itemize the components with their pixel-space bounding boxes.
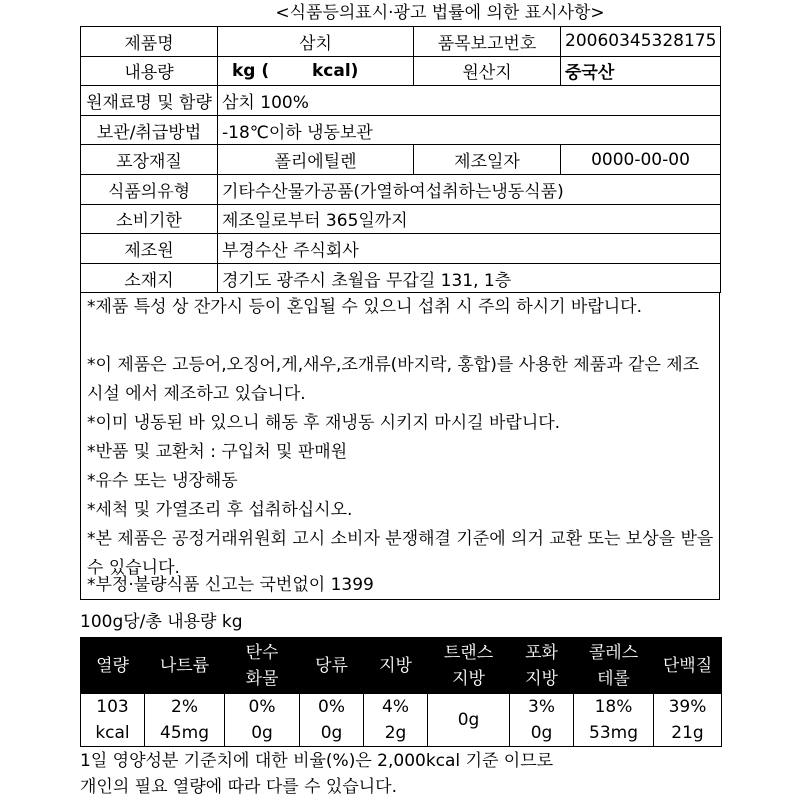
nutrition-amount-row: [81, 720, 722, 747]
content-kcal: kcal): [312, 60, 359, 81]
protein-percent: 39%: [654, 694, 722, 721]
content-value: [218, 56, 414, 86]
fat-percent: 4%: [364, 694, 428, 721]
fat-amount: 2g: [364, 720, 428, 747]
header-trans-line1: 트랜스: [443, 642, 494, 663]
header-carb-line1: 탄수: [245, 642, 279, 663]
note-allergen: *이 제품은 고등어,오징어,게,새우,조개류(바지락, 홍합)를 사용한 제품과 같은 제조시설 에서 제조하고 있습니다.: [87, 355, 700, 404]
report-no-label: 품목보고번호: [414, 27, 561, 57]
content-label: 내용량: [81, 56, 218, 86]
mfg-date-value: 0000-00-00: [561, 145, 721, 175]
nutrition-table: [80, 637, 722, 747]
header-carb-line2: 화물: [245, 668, 279, 689]
header-sat-line2: 지방: [525, 668, 558, 689]
header-trans-fat: [428, 638, 510, 694]
note-cook: *세척 및 가열조리 후 섭취하십시오.: [87, 500, 353, 520]
carb-percent: 0%: [225, 694, 300, 721]
header-trans-line2: 지방: [452, 668, 485, 689]
label-title: <식품등의표시·광고 법률에 의한 표시사항>: [275, 3, 605, 23]
header-sodium: 나트륨: [145, 638, 225, 694]
header-carbohydrate: [225, 638, 300, 694]
note-compensation: *본 제품은 공정거래위원회 고시 소비자 분쟁해결 기준에 의거 교환 또는 보상을 받을 수 있습니다.: [87, 529, 714, 578]
carb-amount: 0g: [225, 720, 300, 747]
calories-value: 103: [81, 694, 145, 721]
table-row: [81, 27, 721, 57]
report-no-value: 20060345328175: [561, 27, 721, 57]
cholesterol-percent: 18%: [574, 694, 654, 721]
address-label: 소재지: [81, 263, 218, 293]
header-saturated-fat: [510, 638, 574, 694]
header-protein: 단백질: [654, 638, 722, 694]
food-type-value: 기타수산물가공품(가열하여섭취하는냉동식품): [218, 174, 721, 204]
table-row: [81, 56, 721, 86]
maker-label: 제조원: [81, 234, 218, 264]
table-row: [81, 263, 721, 293]
food-type-label: 식품의유형: [81, 174, 218, 204]
nutrition-footnote: [80, 748, 553, 800]
header-cholesterol: [574, 638, 654, 694]
origin-label: 원산지: [414, 56, 561, 86]
expiry-label: 소비기한: [81, 204, 218, 234]
note-caution-bones: *제품 특성 상 잔가시 등이 혼입될 수 있으니 섭취 시 주의 하시기 바랍니다.: [87, 297, 642, 317]
cholesterol-amount: 53mg: [574, 720, 654, 747]
sugar-percent: 0%: [300, 694, 364, 721]
product-name-label: 제품명: [81, 27, 218, 57]
sat-fat-amount: 0g: [510, 720, 574, 747]
sodium-percent: 2%: [145, 694, 225, 721]
trans-fat-amount: 0g: [428, 694, 510, 747]
header-chol-line1: 콜레스: [588, 642, 639, 663]
storage-value: -18℃이하 냉동보관: [218, 115, 721, 145]
header-sat-line1: 포화: [525, 642, 558, 663]
table-row: [81, 86, 721, 116]
note-thaw: *유수 또는 냉장해동: [87, 471, 238, 491]
note-report: *부정·불량식품 신고는 국번없이 1399: [87, 575, 374, 595]
mfg-date-label: 제조일자: [414, 145, 561, 175]
ingredients-value: 삼치 100%: [218, 86, 721, 116]
header-chol-line2: 테롤: [597, 668, 630, 689]
sat-fat-percent: 3%: [510, 694, 574, 721]
calories-unit: kcal: [81, 720, 145, 747]
note-returns: *반품 및 교환처 : 구입처 및 판매원: [87, 442, 348, 462]
sugar-amount: 0g: [300, 720, 364, 747]
note-refreeze: *이미 냉동된 바 있으니 해동 후 재냉동 시키지 마시길 바랍니다.: [87, 413, 561, 433]
table-row: [81, 204, 721, 234]
header-fat: 지방: [364, 638, 428, 694]
notes-box: [80, 293, 720, 600]
protein-amount: 21g: [654, 720, 722, 747]
nutrition-header-row: [81, 638, 722, 694]
header-sugar: 당류: [300, 638, 364, 694]
table-row: [81, 145, 721, 175]
table-row: [81, 174, 721, 204]
storage-label: 보관/취급방법: [81, 115, 218, 145]
nutrition-percent-row: [81, 694, 722, 721]
table-row: [81, 115, 721, 145]
packaging-value: 폴리에틸렌: [218, 145, 414, 175]
origin-value: 중국산: [561, 56, 721, 86]
ingredients-label: 원재료명 및 함량: [81, 86, 218, 116]
footnote-line2: 개인의 필요 열량에 따라 다를 수 있습니다.: [80, 777, 398, 797]
product-name-value: 삼치: [218, 27, 414, 57]
footnote-line1: 1일 영양성분 기준치에 대한 비율(%)은 2,000kcal 기준 이므로: [80, 751, 554, 771]
table-row: [81, 234, 721, 264]
content-kg: kg (: [232, 60, 270, 81]
sodium-amount: 45mg: [145, 720, 225, 747]
address-value: 경기도 광주시 초월읍 무갑길 131, 1층: [218, 263, 721, 293]
packaging-label: 포장재질: [81, 145, 218, 175]
product-info-table: [80, 26, 721, 293]
header-calories: 열량: [81, 638, 145, 694]
serving-size: 100g당/총 내용량 kg: [80, 612, 243, 632]
maker-value: 부경수산 주식회사: [218, 234, 721, 264]
expiry-value: 제조일로부터 365일까지: [218, 204, 721, 234]
